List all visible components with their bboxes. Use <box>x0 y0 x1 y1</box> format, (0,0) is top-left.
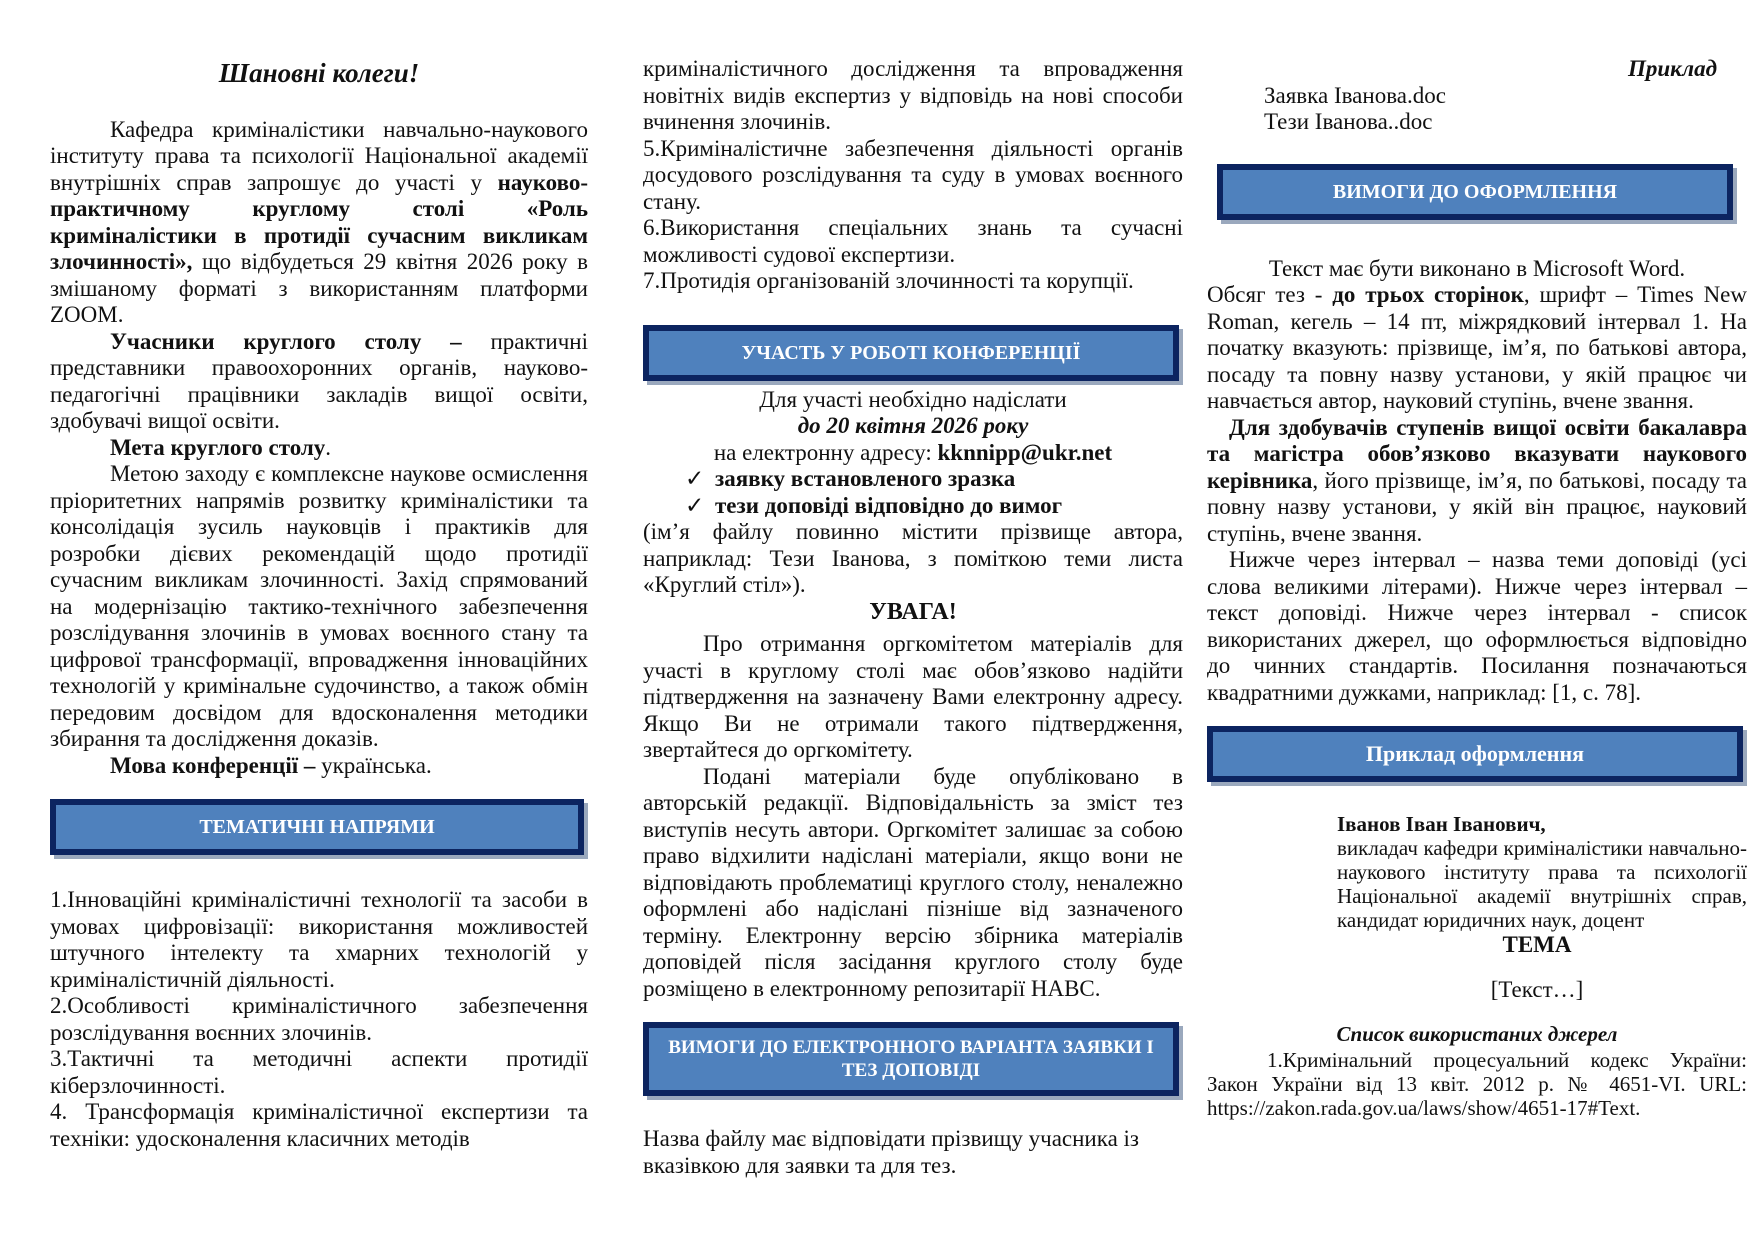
intro-text-end: що відбудеться 29 квітня 2026 року в змішаному форматі з використанням платформи ZOOM. <box>50 249 588 327</box>
sources-heading: Список використаних джерел <box>1336 1022 1618 1046</box>
topic-item: 4. Трансформація криміналістичної експертизи та техніки: удосконалення класичних методів <box>50 1099 588 1151</box>
topic-item: 2.Особливості криміналістичного забезпечення розслідування воєнних злочинів. <box>50 993 588 1045</box>
format-text: , шрифт – Times New Roman, кегель – 14 пт, міжрядковий інтервал 1. На початку вказують: прізвище, ім’я, по батькові автора, посаду та повну назву установи, у якій працює чи навчається автор, науковий ступінь, вчене звання. <box>1207 282 1748 413</box>
checklist-item-label: заявку встановленого зразка <box>715 466 1016 491</box>
email-label: на електронну адресу: <box>713 439 938 465</box>
sample-text: [Текст…] <box>1490 976 1584 1002</box>
event-title: науково-практичному круглому столі «Роль криміналістики в протидії сучасним викликам злочинності», <box>50 169 588 274</box>
example-files <box>1207 83 1747 136</box>
page-limit: до трьох сторінок <box>1332 282 1524 307</box>
sample-position: викладач кафедри криміналістики навчально-наукового інституту права та психології Національної академії внутрішніх справ, кандидат юридичних наук, доцент <box>1337 836 1747 932</box>
send-intro: Для участі необхідно надіслати <box>759 386 1067 412</box>
format-banner: ВИМОГИ ДО ОФОРМЛЕННЯ <box>1217 164 1733 220</box>
sample-author: Іванов Іван Іванович, <box>1337 812 1546 836</box>
participants-paragraph <box>50 329 588 435</box>
language-label: Мова конференції – <box>110 752 316 778</box>
source-item: 1.Кримінальний процесуальний кодекс України: Закон України від 13 квіт. 2012 р. № 4651-VI. URL: https://zakon.rada.gov.ua/laws/show/4651-17#Text. <box>1207 1047 1747 1120</box>
example-label: Приклад <box>1627 56 1717 81</box>
electronic-requirements-text: Назва файлу має відповідати прізвищу учасника із вказівкою для заявки та для тез. <box>643 1126 1140 1178</box>
supervisor-requirement: Для здобувачів ступенів вищої освіти бакалавра та магістра обов’язково вказувати наукового керівника <box>1207 414 1747 493</box>
filename-note: (ім’я файлу повинно містити прізвище автора, наприклад: Тези Іванова, з поміткою теми листа «Круглий стіл»). <box>643 519 1183 597</box>
example-file: Тези Іванова..doc <box>1264 109 1433 134</box>
goal-paragraph: Метою заходу є комплексне наукове осмислення пріоритетних напрямів розвитку криміналістики та консолідація зусиль науковців і практиків для розробки дієвих рекомендацій щодо протидії сучасним викликам злочинності. Захід спрямований на модернізацію тактико-технічного забезпечення розслідування злочинів в умовах воєнного стану та цифрової трансформації, впровадження інноваційних технологій у кримінальне судочинство, а також обмін передовим досвідом для вдосконалення методики збирання та дослідження доказів. <box>50 461 588 751</box>
checklist-item <box>643 466 1183 493</box>
intro-text: Кафедра криміналістики навчально-наукового інституту права та психології Національної академії внутрішніх справ запрошує до участі у <box>50 116 588 195</box>
deadline: до 20 квітня 2026 року <box>797 413 1029 438</box>
goal-heading-label: Мета круглого столу <box>110 434 326 460</box>
email-line <box>643 440 1183 467</box>
column-3 <box>1207 56 1747 1120</box>
topics-banner: ТЕМАТИЧНІ НАПРЯМИ <box>50 799 584 855</box>
checkmark-icon: ✓ <box>685 466 705 491</box>
greeting-title: Шановні колеги! <box>218 58 420 88</box>
checklist <box>643 466 1183 519</box>
attention-heading: УВАГА! <box>869 598 957 625</box>
topic-item: криміналістичного дослідження та впровадження новітніх видів експертиз у відповідь на нові способи вчинення злочинів. <box>643 56 1183 134</box>
topics-list-continued <box>643 56 1183 295</box>
format-text: , його прізвище, ім’я, по батькові, посаду та повну назву установи, у якій він працює, науковий ступінь, вчене звання. <box>1207 467 1747 546</box>
sample-author-block <box>1337 812 1747 932</box>
checklist-item <box>643 493 1183 520</box>
format-paragraph-1: Текст має бути виконано в Microsoft Word. <box>1268 255 1686 281</box>
checkmark-icon: ✓ <box>685 492 705 518</box>
publication-paragraph: Подані матеріали буде опубліковано в авторській редакції. Відповідальність за зміст тез виступів несуть автори. Оргкомітет залишає за собою право відхилити надіслані матеріали, якщо вони не відповідають проблематиці круглого столу, неналежно оформлені або надіслані пізніше від зазначеного терміну. Електронну версію збірника матеріалів доповідей після засідання круглого столу буде розміщено в електронному репозитарії НАВС. <box>643 763 1183 1001</box>
sample-topic: ТЕМА <box>1502 932 1572 957</box>
sample-banner: Приклад оформлення <box>1207 726 1743 782</box>
topic-item: 3.Тактичні та методичні аспекти протидії кіберзлочинності. <box>50 1046 588 1098</box>
goal-heading-suffix: . <box>325 434 332 460</box>
column-1 <box>50 56 588 1152</box>
topics-list <box>50 887 588 1152</box>
column-2 <box>643 56 1183 1179</box>
topic-item: 5.Криміналістичне забезпечення діяльності органів досудового розслідування та суду в умовах воєнного стану. <box>643 135 1183 214</box>
checklist-item-label: тези доповіді відповідно до вимог <box>715 492 1063 518</box>
topic-item: 7.Протидія організованій злочинності та корупції. <box>643 268 1134 293</box>
attention-paragraph: Про отримання оргкомітетом матеріалів для участі в круглому столі має обов’язково надійти підтвердження на зазначену Вами електронну адресу. Якщо Ви не отримали такого підтвердження, звертайтеся до оргкомітету. <box>643 631 1183 762</box>
format-paragraph-3 <box>1207 415 1747 548</box>
format-text: Обсяг тез - <box>1207 282 1333 307</box>
participation-banner: УЧАСТЬ У РОБОТІ КОНФЕРЕНЦІЇ <box>643 325 1179 381</box>
topic-item: 1.Інноваційні криміналістичні технології та засоби в умовах цифровізації: використання можливостей штучного інтелекту та хмарних технологій у криміналістичній діяльності. <box>50 887 588 992</box>
email-link[interactable]: kknnipp@ukr.net <box>937 439 1113 465</box>
language-paragraph <box>50 753 588 780</box>
intro-paragraph <box>50 117 588 329</box>
format-paragraph-4: Нижче через інтервал – назва теми доповіді (усі слова великими літерами). Нижче через інтервал – текст доповіді. Нижче через інтервал - список використаних джерел, що оформлюється відповідно до чинних стандартів. Посилання позначаються квадратними дужками, наприклад: [1, с. 78]. <box>1207 547 1747 705</box>
electronic-requirements-banner: ВИМОГИ ДО ЕЛЕКТРОННОГО ВАРІАНТА ЗАЯВКИ І ТЕЗ ДОПОВІДІ <box>643 1022 1179 1096</box>
participants-label: Учасники круглого столу – <box>110 328 462 354</box>
language-value: українська. <box>315 752 432 778</box>
goal-heading <box>50 435 588 462</box>
example-file: Заявка Іванова.doc <box>1264 82 1446 108</box>
format-paragraph-2 <box>1207 282 1747 415</box>
topic-item: 6.Використання спеціальних знань та сучасні можливості судової експертизи. <box>643 215 1183 267</box>
participants-text: практичні представники правоохоронних органів, науково-педагогічні працівники закладів вищої освіти, здобувачі вищої освіти. <box>50 328 588 433</box>
